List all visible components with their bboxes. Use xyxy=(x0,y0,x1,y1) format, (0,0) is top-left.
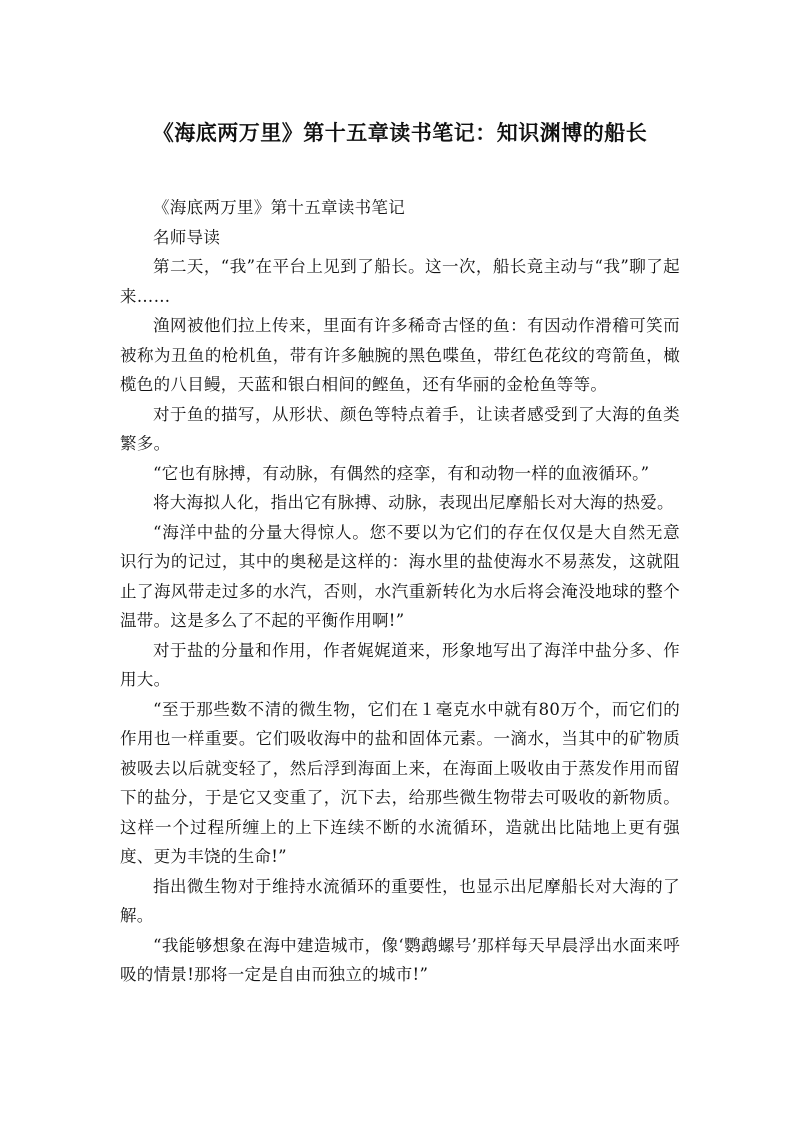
paragraph-book-title: 《海底两万里》第十五章读书笔记 xyxy=(153,198,405,217)
paragraph: “至于那些数不清的微生物，它们在１毫克水中就有80万个，而它们的作用也一样重要。它们吸收海中的盐和固体元素。一滴水，当其中的矿物质被吸去以后就变轻了，然后浮到海面上来，在海面上吸收由于蒸发作用而留下的盐分，于是它又变重了，沉下去，给那些微生物带去可吸收的新物质。这样一个过程所缠上的上下连续不断的水流循环，造就出比陆地上更有强度、更为丰饶的生命!” xyxy=(120,699,680,866)
paragraph: 渔网被他们拉上传来，里面有许多稀奇古怪的鱼：有因动作滑稽可笑而被称为丑鱼的枪机鱼，带有许多触腕的黑色喋鱼，带红色花纹的弯箭鱼，橄榄色的八目鳗，天蓝和银白相间的鲣鱼，还有华丽的金枪鱼等等。 xyxy=(120,316,680,394)
paragraph: “它也有脉搏，有动脉，有偶然的痉挛，有和动物一样的血液循环。” xyxy=(153,463,650,483)
paragraph: “我能够想象在海中建造城市，像‘鹦鹉螺号’那样每天早晨浮出水面来呼吸的情景!那将一定是自由而独立的城市!” xyxy=(120,935,680,984)
paragraph-section-heading: 名师导读 xyxy=(153,227,221,247)
paragraph: 指出微生物对于维持水流循环的重要性，也显示出尼摩船长对大海的了解。 xyxy=(120,876,680,925)
paragraph: “海洋中盐的分量大得惊人。您不要以为它们的存在仅仅是大自然无意识行为的记过，其中的奥秘是这样的：海水里的盐使海水不易蒸发，这就阻止了海风带走过多的水汽，否则，水汽重新转化为水后将会淹没地球的整个温带。这是多么了不起的平衡作用啊!” xyxy=(120,522,680,630)
document-title: 《海底两万里》第十五章读书笔记：知识渊博的船长 xyxy=(152,121,648,145)
paragraph: 对于盐的分量和作用，作者娓娓道来，形象地写出了海洋中盐分多、作用大。 xyxy=(120,640,680,689)
paragraph: 将大海拟人化，指出它有脉搏、动脉，表现出尼摩船长对大海的热爱。 xyxy=(153,493,674,512)
document-body xyxy=(120,193,680,990)
paragraph: 第二天，“我”在平台上见到了船长。这一次，船长竟主动与“我”聊了起来…… xyxy=(120,257,680,306)
paragraph: 对于鱼的描写，从形状、颜色等特点着手，让读者感受到了大海的鱼类繁多。 xyxy=(120,404,680,453)
